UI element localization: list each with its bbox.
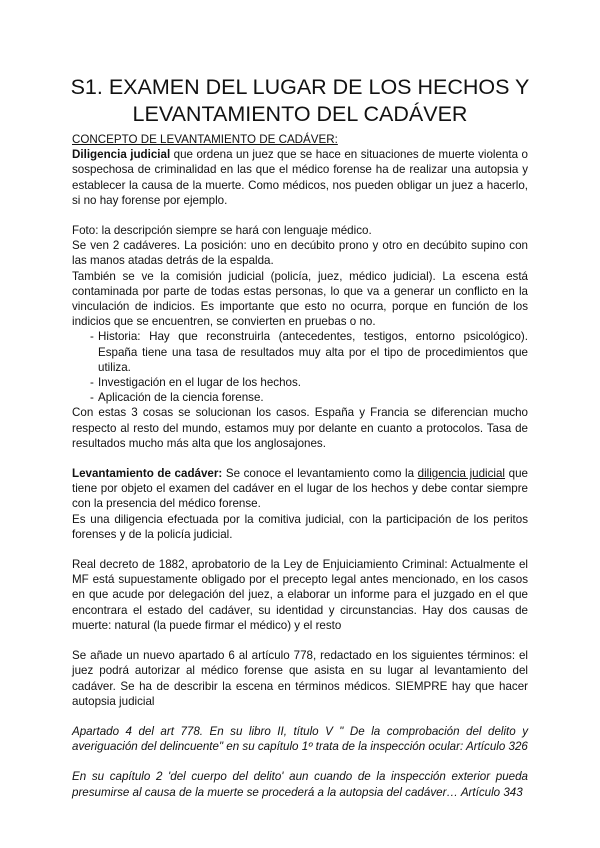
paragraph-foto: Foto: la descripción siempre se hará con lenguaje médico. (72, 224, 372, 238)
list-item: - Historia: Hay que reconstruirla (antecedentes, testigos, entorno psicológico). España tiene una tasa de resultados muy alta por el tipo de procedimientos que utiliza. (72, 329, 528, 375)
paragraph-articulo-778: Se añade un nuevo apartado 6 al artículo 778, redactado en los siguientes términos: el juez podrá autorizar al médico forense que asista en su lugar al levantamiento del cadáver. Se ha de describir la escena en términos médicos. SIEMPRE hay que hacer autopsia judicial (72, 649, 528, 708)
term-levantamiento: Levantamiento de cadáver: (72, 467, 223, 481)
term-diligencia-judicial: Diligencia judicial (72, 148, 171, 162)
paragraph-apartado-4: Apartado 4 del art 778. En su libro II, título V " De la comprobación del delito y averiguación del delincuente" en su capítulo 1º trata de la inspección ocular: Artículo 326 (72, 724, 528, 754)
title-line-1: S1. EXAMEN DEL LUGAR DE LOS HECHOS Y (70, 75, 530, 99)
list-item: - Investigación en el lugar de los hechos. (72, 375, 528, 390)
paragraph-levantamiento (72, 466, 528, 512)
factors-list (72, 329, 528, 405)
paragraph-comision: También se ve la comisión judicial (policía, juez, médico judicial). La escena está contaminada por parte de todas estas personas, lo que va a generar un conflicto en la vinculación de indicios. Es importante que esto no ocurra, porque en función de los indicios que se encuentren, se convierten en pruebas o no. (72, 269, 528, 329)
paragraph-comitiva: Es una diligencia efectuada por la comitiva judicial, con la participación de los peritos forenses y de la policía judicial. (72, 512, 528, 541)
list-item: - Aplicación de la ciencia forense. (72, 390, 528, 405)
document-body (72, 132, 528, 800)
page-title (60, 74, 540, 128)
paragraph-levantamiento-text-b: que tiene por objeto el examen del cadáver en el lugar de los hechos y debe contar siempre con la presencia del médico forense. (72, 467, 528, 511)
paragraph-capitulo-2: En su capítulo 2 'del cuerpo del delito' aun cuando de la inspección exterior pueda presumirse al causa de la muerte se procederá a la autopsia del cadáver… Artículo 343 (72, 770, 528, 799)
paragraph-real-decreto: Real decreto de 1882, aprobatorio de la Ley de Enjuiciamiento Criminal: Actualmente el MF está supuestamente obligado por el precepto legal antes mencionado, en los casos en que acude por delegación del juez, a elaborar un informe para el juzgado en el que encontrara el estado del cadáver, su identidad y circunstancias. Hay dos causas de muerte: natural (la puede firmar el médico) y el resto (72, 558, 528, 632)
paragraph-levantamiento-text-a: Se conoce el levantamiento como la (222, 467, 418, 481)
underlined-term: diligencia judicial (417, 467, 506, 481)
title-line-2: LEVANTAMIENTO DEL CADÁVER (132, 102, 468, 126)
paragraph-cadaveres: Se ven 2 cadáveres. La posición: uno en decúbito prono y otro en decúbito supino con las manos atadas detrás de la espalda. (72, 239, 528, 268)
paragraph-definition (72, 147, 528, 208)
paragraph-conclusion: Con estas 3 cosas se solucionan los casos. España y Francia se diferencian mucho respecto al resto del mundo, estamos muy por delante en cuanto a protocolos. Tasa de resultados mucho más alta que los anglosajones. (72, 406, 528, 450)
section-heading: CONCEPTO DE LEVANTAMIENTO DE CADÁVER: (72, 133, 338, 146)
paragraph-definition-text: que ordena un juez que se hace en situaciones de muerte violenta o sospechosa de criminalidad en las que el médico forense ha de realizar una autopsia y establecer la causa de la muerte. Como médicos, nos pueden obligar un juez a hacerlo, si no hay forense por ejemplo. (72, 148, 528, 207)
